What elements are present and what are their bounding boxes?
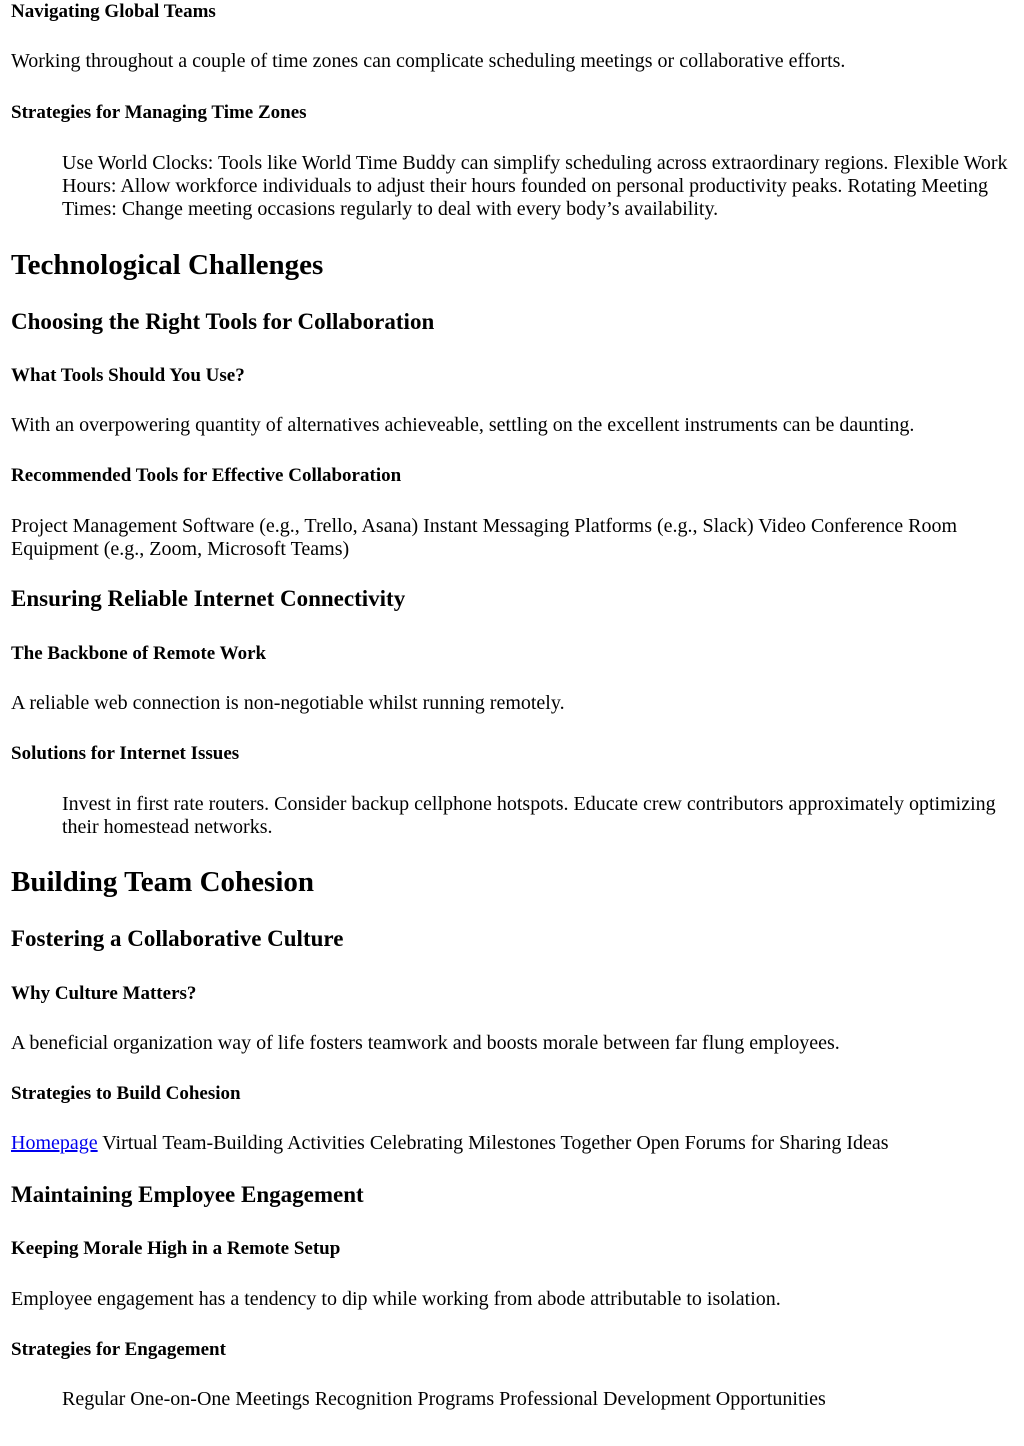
heading-navigating-global-teams: Navigating Global Teams [11,1,216,22]
heading-collaborative-culture: Fostering a Collaborative Culture [11,926,344,951]
heading-what-tools: What Tools Should You Use? [11,365,245,386]
paragraph-tools: With an overpowering quantity of alternatives achieveable, settling on the excellent instruments can be daunting. [11,414,915,436]
heading-recommended-tools: Recommended Tools for Effective Collaboration [11,465,402,486]
blockquote-engagement-strategies: Regular One-on-One Meetings Recognition Programs Professional Development Opportunities [62,1388,826,1410]
paragraph-cohesion-strategies [11,1132,1013,1155]
heading-strategies-time-zones: Strategies for Managing Time Zones [11,102,307,123]
paragraph-engagement: Employee engagement has a tendency to dip while working from abode attributable to isolation. [11,1288,781,1310]
heading-morale-high: Keeping Morale High in a Remote Setup [11,1238,341,1259]
heading-employee-engagement: Maintaining Employee Engagement [11,1182,364,1207]
heading-internet-connectivity: Ensuring Reliable Internet Connectivity [11,586,406,611]
heading-why-culture: Why Culture Matters? [11,983,197,1004]
heading-technological-challenges: Technological Challenges [11,249,324,281]
heading-choosing-tools: Choosing the Right Tools for Collaboration [11,309,435,334]
paragraph-recommended-tools: Project Management Software (e.g., Trello, Asana) Instant Messaging Platforms (e.g., Slack) Video Conference Room Equipment (e.g., Zoom, Microsoft Teams) [11,515,958,560]
homepage-link[interactable]: Homepage [11,1132,98,1154]
heading-backbone-remote-work: The Backbone of Remote Work [11,643,267,664]
paragraph-culture: A beneficial organization way of life fosters teamwork and boosts morale between far flung employees. [11,1032,840,1054]
blockquote-internet-solutions: Invest in first rate routers. Consider backup cellphone hotspots. Educate crew contributors approximately optimizing their homestead networks. [62,793,996,838]
heading-internet-solutions: Solutions for Internet Issues [11,743,240,764]
heading-building-team-cohesion: Building Team Cohesion [11,866,314,898]
heading-strategies-cohesion: Strategies to Build Cohesion [11,1083,241,1104]
blockquote-time-zone-strategies: Use World Clocks: Tools like World Time Buddy can simplify scheduling across extraordinary regions. Flexible Work Hours: Allow workforce individuals to adjust their hours founded on personal productivity peaks. Rotating Meeting Times: Change meeting occasions regularly to deal with every body’s availability. [62,152,1008,220]
paragraph-internet: A reliable web connection is non-negotiable whilst running remotely. [11,692,565,714]
heading-engagement-strategies: Strategies for Engagement [11,1339,226,1360]
cohesion-strategies-text: Virtual Team-Building Activities Celebrating Milestones Together Open Forums for Sharing Ideas [97,1132,889,1154]
paragraph-time-zones: Working throughout a couple of time zones can complicate scheduling meetings or collaborative efforts. [11,50,846,72]
